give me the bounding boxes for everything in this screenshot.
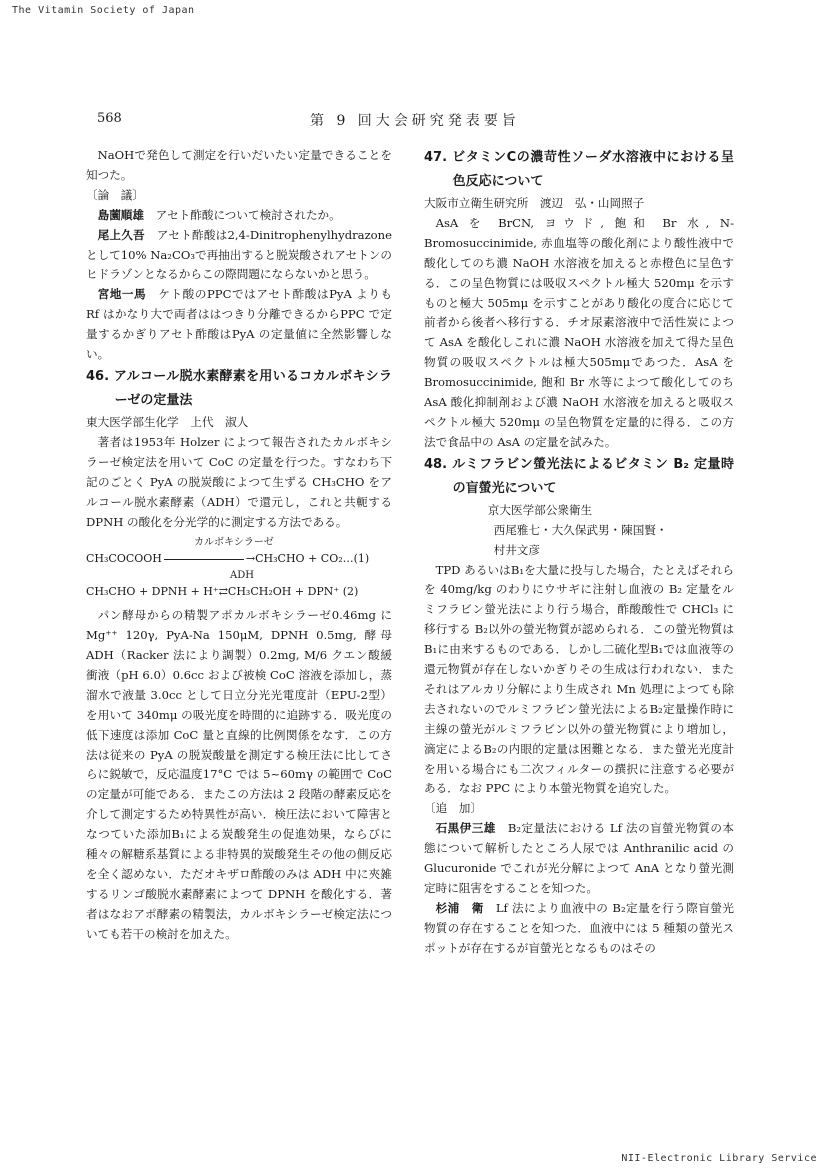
equation-2-enzyme: ADH [230,570,254,582]
article-48-title: 48. ルミフラビン螢光法によるビタミン B₂ 定量時の盲螢光について [424,456,734,496]
article-48-authors: 村井文彦 [493,542,540,557]
discussion-text: ケト酸のPPCではアセト酢酸はPyA よりもRf はかなり大で両者ははつきり分離できるからPPC で定量するかぎりアセト酢酸はPyA の定量値に全然影響しない。 [86,287,392,362]
speaker-name: 石黒伊三雄 [435,821,496,836]
article-46-affiliation: 東大医学部生化学 上代 淑人 [86,414,249,429]
page-number: 568 [97,111,122,126]
speaker-name: 杉浦 衛 [435,900,484,915]
library-header: The Vitamin Society of Japan [12,5,195,16]
article-46-title: 46. アルコール脱水素酵素を用いるコカルボキシラーゼの定量法 [86,368,392,408]
addition-text: Lf 法により血液中の B₂定量を行う際盲螢光物質の存在することを知つた．血液中には 5 種類の螢光スポットが存在するが盲螢光となるものはその [424,900,734,955]
equation-1-body [86,549,392,569]
discussion-heading: 〔論 議〕 [86,187,144,202]
discussion-item [86,285,392,365]
equation-2: CH₃CHO + DPNH + H⁺⇄CH₃CH₂OH + DPN⁺ (2) [86,585,359,599]
article-47-affiliation: 大阪市立衛生研究所 渡辺 弘・山岡照子 [424,196,645,210]
equation-1-enzyme: カルボキシラーゼ [194,537,274,549]
equation-1 [86,536,392,602]
right-column [424,146,734,959]
discussion-item [86,206,392,226]
speaker-name: 島薗順雄 [97,207,144,222]
discussion-text: アセト酢酸は2,4-Dinitrophenylhydrazone として10% Na₂CO₃で再抽出すると脱炭酸されアセトンのヒドラゾンとなるからこの際問題にならないかと思う。 [86,227,392,282]
article-47-paragraph: AsA を BrCN, ヨウド, 飽和 Br 水, N-Bromosuccinimide, 赤血塩等の酸化剤により酸性液中で酸化してのち濃 NaOH 水溶液を加えると赤橙色に呈色する．この呈色物質には吸収スペクトル極大 520mμ を示すものと極大 505mμ を示すことがあり酸化の度合に応じて前者から後者へ移行する．チオ尿素溶液中で活性炭によつて AsA を酸化しこれに濃 NaOH 水溶液を加えて得た呈色物質の吸収スペクトルは極大505mμであつた．AsA を Bromosuccinimide, 飽和 Br 水等によつて酸化してのち AsA 酸化抑制剤および濃 NaOH 水溶液を加えると吸収スペクトル極大 520mμ の呈色物質を定量的に得る．この方法で食品中の AsA の定量を試みた。 [424,215,734,449]
article-46-paragraph: パン酵母からの精製アポカルボキシラーゼ0.46mg に Mg⁺⁺ 120γ, PyA-Na 150μM, DPNH 0.5mg, 酵母 ADH（Racker 法により調製）0.2mg, M/6 クエン酸緩衝液（pH 6.0）0.6cc および被検 CoC 溶液を添加し，蒸溜水で液量 3.0cc として日立分光光電度計（EPU-2型）を用いて 340mμ の吸光度を時間的に追跡する．吸光度の低下速度は添加 CoC 量と直線的比例関係をなす．この方法は従来の PyA の脱炭酸量を測定する検圧法に比してさらに鋭敏で，反応温度17°C では 5~60mγ の範囲で CoC の定量が可能である．またこの方法は 2 段階の酵素反応を介して測定するため特異性が高い．検圧法において障害となつていた添加B₁による炭酸発生の促進効果，ならびに種々の解糖系基質による非特異的炭酸発生その他の側反応を全く認めない．ただオキザロ酢酸のみは ADH 中に夾雑するリンゴ酸脱水素酵素によつて DPNH を酸化する．著者はなおアポ酵素の精製法，カルボキシラーゼ検定法についても若干の検討を加えた。 [86,608,392,941]
carryover-paragraph: NaOHで発色して測定を行いだいたい定量できることを知つた。 [86,148,392,182]
discussion-item [86,226,392,286]
speaker-name: 尾上久吾 [97,227,145,242]
discussion-text: アセト酢酸について検討されたか。 [155,207,341,222]
article-47-title: 47. ビタミンCの濃苛性ソーダ水溶液中における呈色反応について [424,150,734,189]
article-48-paragraph: TPD あるいはB₁を大量に投与した場合，たとえばそれらを 40mg/kg のわりにウサギに注射し血液の B₂ 定量をルミフラビン螢光法により行う場合，酢酸酸性で CHCl₃ に移行する B₂以外の螢光物質が認められる．この螢光物質はB₁に由来するものである．しかし二硫化型B₁では血液等の還元物質が存在しないかぎりその生成は行われない．またそれはアルカリ分解により生成され Mn 処理によつても除去されないのでルミフラビン螢光法によるB₂定量操作時に主線の螢光がルミフラビン以外の螢光物質により増加し，滴定によるB₂の内眼的定量は困難となる．また螢光光度計を用いる場合にも二次フィルターの撰択に注意する必要がある．なお PPC により本螢光物質を追究した。 [424,562,734,796]
equation-1-left: CH₃COCOOH [86,552,162,566]
addition-heading: 〔追 加〕 [424,801,482,816]
addition-item [424,819,734,899]
addition-item [424,899,734,959]
page-title: 第 9 回大会研究発表要旨 [310,113,520,129]
article-48-authors: 西尾雅七・大久保武男・陳国賢・ [493,522,668,537]
article-48-affiliation: 京大医学部公衆衛生 [487,502,593,517]
equation-1-right: →CH₃CHO + CO₂…(1) [245,552,370,566]
left-column [86,146,392,945]
speaker-name: 宮地一馬 [97,287,147,302]
addition-text: B₂定量法における Lf 法の盲螢光物質の本態について解析したところ人尿では Anthranilic acid の Glucuronide でこれが光分解によつて AnA となり螢光測定時に阻害をすることを知つた。 [424,821,734,895]
reaction-arrow [164,559,244,560]
library-footer: NII-Electronic Library Service [621,1153,817,1164]
article-46-paragraph: 著者は1953年 Holzer によつて報告されたカルボキシラーゼ検定法を用いて CoC の定量を行つた。すなわち下記のごとく PyA の脱炭酸によつて生ずる CH₃CHO をアルコール脱水素酵素（ADH）で還元し，これと共軛する DPNH の酸化を分光学的に測定する方法である。 [86,434,392,529]
